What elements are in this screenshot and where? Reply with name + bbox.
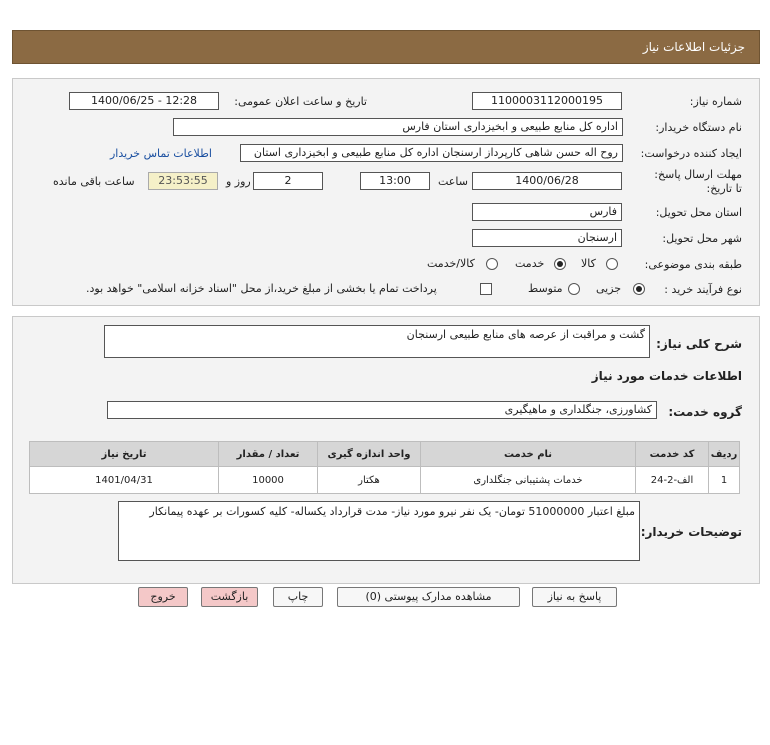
buyer-notes-field: مبلغ اعتبار 51000000 تومان- یک نفر نیرو مورد نیاز- مدت قرارداد یکساله- کلیه کسورات بر عهده پیمانکار: [118, 501, 640, 561]
print-button[interactable]: چاپ: [273, 587, 323, 607]
page-title: جزئیات اطلاعات نیاز: [642, 40, 745, 54]
process-type-label: نوع فرآیند خرید :: [664, 283, 742, 296]
time-remaining-label: ساعت باقی مانده: [53, 175, 135, 188]
province-field: فارس: [472, 203, 622, 221]
need-summary-field: گشت و مراقبت از عرصه های منابع طبیعی ارسنجان: [104, 325, 650, 358]
buyer-notes-label: توضیحات خریدار:: [640, 525, 742, 539]
col-header-service-name: نام خدمت: [421, 442, 636, 467]
need-number-field: 1100003112000195: [472, 92, 622, 110]
deadline-date-field: 1400/06/28: [472, 172, 622, 190]
province-label: استان محل تحویل:: [655, 206, 742, 219]
deadline-time-field: 13:00: [360, 172, 430, 190]
col-header-quantity: تعداد / مقدار: [219, 442, 318, 467]
services-table: [29, 441, 740, 494]
table-row: [30, 467, 740, 494]
view-attachments-button[interactable]: مشاهده مدارک پیوستی (0): [337, 587, 520, 607]
need-summary-label: شرح کلی نیاز:: [656, 337, 742, 351]
process-radio-minor[interactable]: [633, 283, 645, 295]
announce-date-field: 1400/06/25 - 12:28: [69, 92, 219, 110]
back-button[interactable]: بازگشت: [201, 587, 258, 607]
days-label: روز و: [226, 175, 251, 188]
requester-label: ایجاد کننده درخواست:: [640, 147, 742, 160]
category-option-service: خدمت: [515, 257, 545, 270]
category-option-goods: کالا: [581, 257, 596, 270]
cell-row-number: 1: [709, 467, 740, 494]
exit-button[interactable]: خروج: [138, 587, 188, 607]
city-field: ارسنجان: [472, 229, 622, 247]
deadline-time-label: ساعت: [438, 175, 468, 188]
buyer-contact-link[interactable]: اطلاعات تماس خریدار: [110, 147, 212, 160]
category-label: طبقه بندی موضوعی:: [644, 258, 742, 271]
process-radio-medium[interactable]: [568, 283, 580, 295]
col-header-service-code: کد خدمت: [636, 442, 709, 467]
treasury-payment-note: پرداخت تمام یا بخشی از مبلغ خرید،از محل "اسناد خزانه اسلامی" خواهد بود.: [86, 282, 437, 295]
process-option-medium: متوسط: [528, 282, 563, 295]
category-radio-service[interactable]: [554, 258, 566, 270]
category-radio-goods-service[interactable]: [486, 258, 498, 270]
cell-unit: هکتار: [318, 467, 421, 494]
days-remaining-field: 2: [253, 172, 323, 190]
col-header-row-number: ردیف: [709, 442, 740, 467]
cell-service-name: خدمات پشتیبانی جنگلداری: [421, 467, 636, 494]
cell-quantity: 10000: [219, 467, 318, 494]
col-header-unit: واحد اندازه گیری: [318, 442, 421, 467]
need-info-panel: [12, 78, 760, 306]
process-option-minor: جزیی: [596, 282, 622, 295]
treasury-payment-checkbox[interactable]: [480, 283, 492, 295]
service-group-label: گروه خدمت:: [668, 405, 742, 419]
services-section-title: اطلاعات خدمات مورد نیاز: [591, 369, 742, 383]
col-header-need-date: تاریخ نیاز: [30, 442, 219, 467]
buyer-name-field: اداره کل منابع طبیعی و ابخیزداری استان فارس: [173, 118, 623, 136]
need-number-label: شماره نیاز:: [689, 95, 742, 108]
cell-need-date: 1401/04/31: [30, 467, 219, 494]
buyer-name-label: نام دستگاه خریدار:: [655, 121, 742, 134]
services-table-header: [30, 442, 740, 467]
announce-date-label: تاریخ و ساعت اعلان عمومی:: [234, 95, 367, 108]
reply-button[interactable]: پاسخ به نیاز: [532, 587, 617, 607]
cell-service-code: الف-2-24: [636, 467, 709, 494]
deadline-label: مهلت ارسال پاسخ: تا تاریخ:: [654, 168, 742, 195]
page-header: [12, 30, 760, 64]
category-option-goods-service: کالا/خدمت: [427, 257, 475, 270]
city-label: شهر محل تحویل:: [662, 232, 742, 245]
requester-field: روح اله حسن شاهی کارپرداز ارسنجان اداره کل منابع طبیعی و ابخیزداری استان: [240, 144, 623, 162]
time-remaining-field: 23:53:55: [148, 172, 218, 190]
category-radio-goods[interactable]: [606, 258, 618, 270]
service-group-field: کشاورزی، جنگلداری و ماهیگیری: [107, 401, 657, 419]
